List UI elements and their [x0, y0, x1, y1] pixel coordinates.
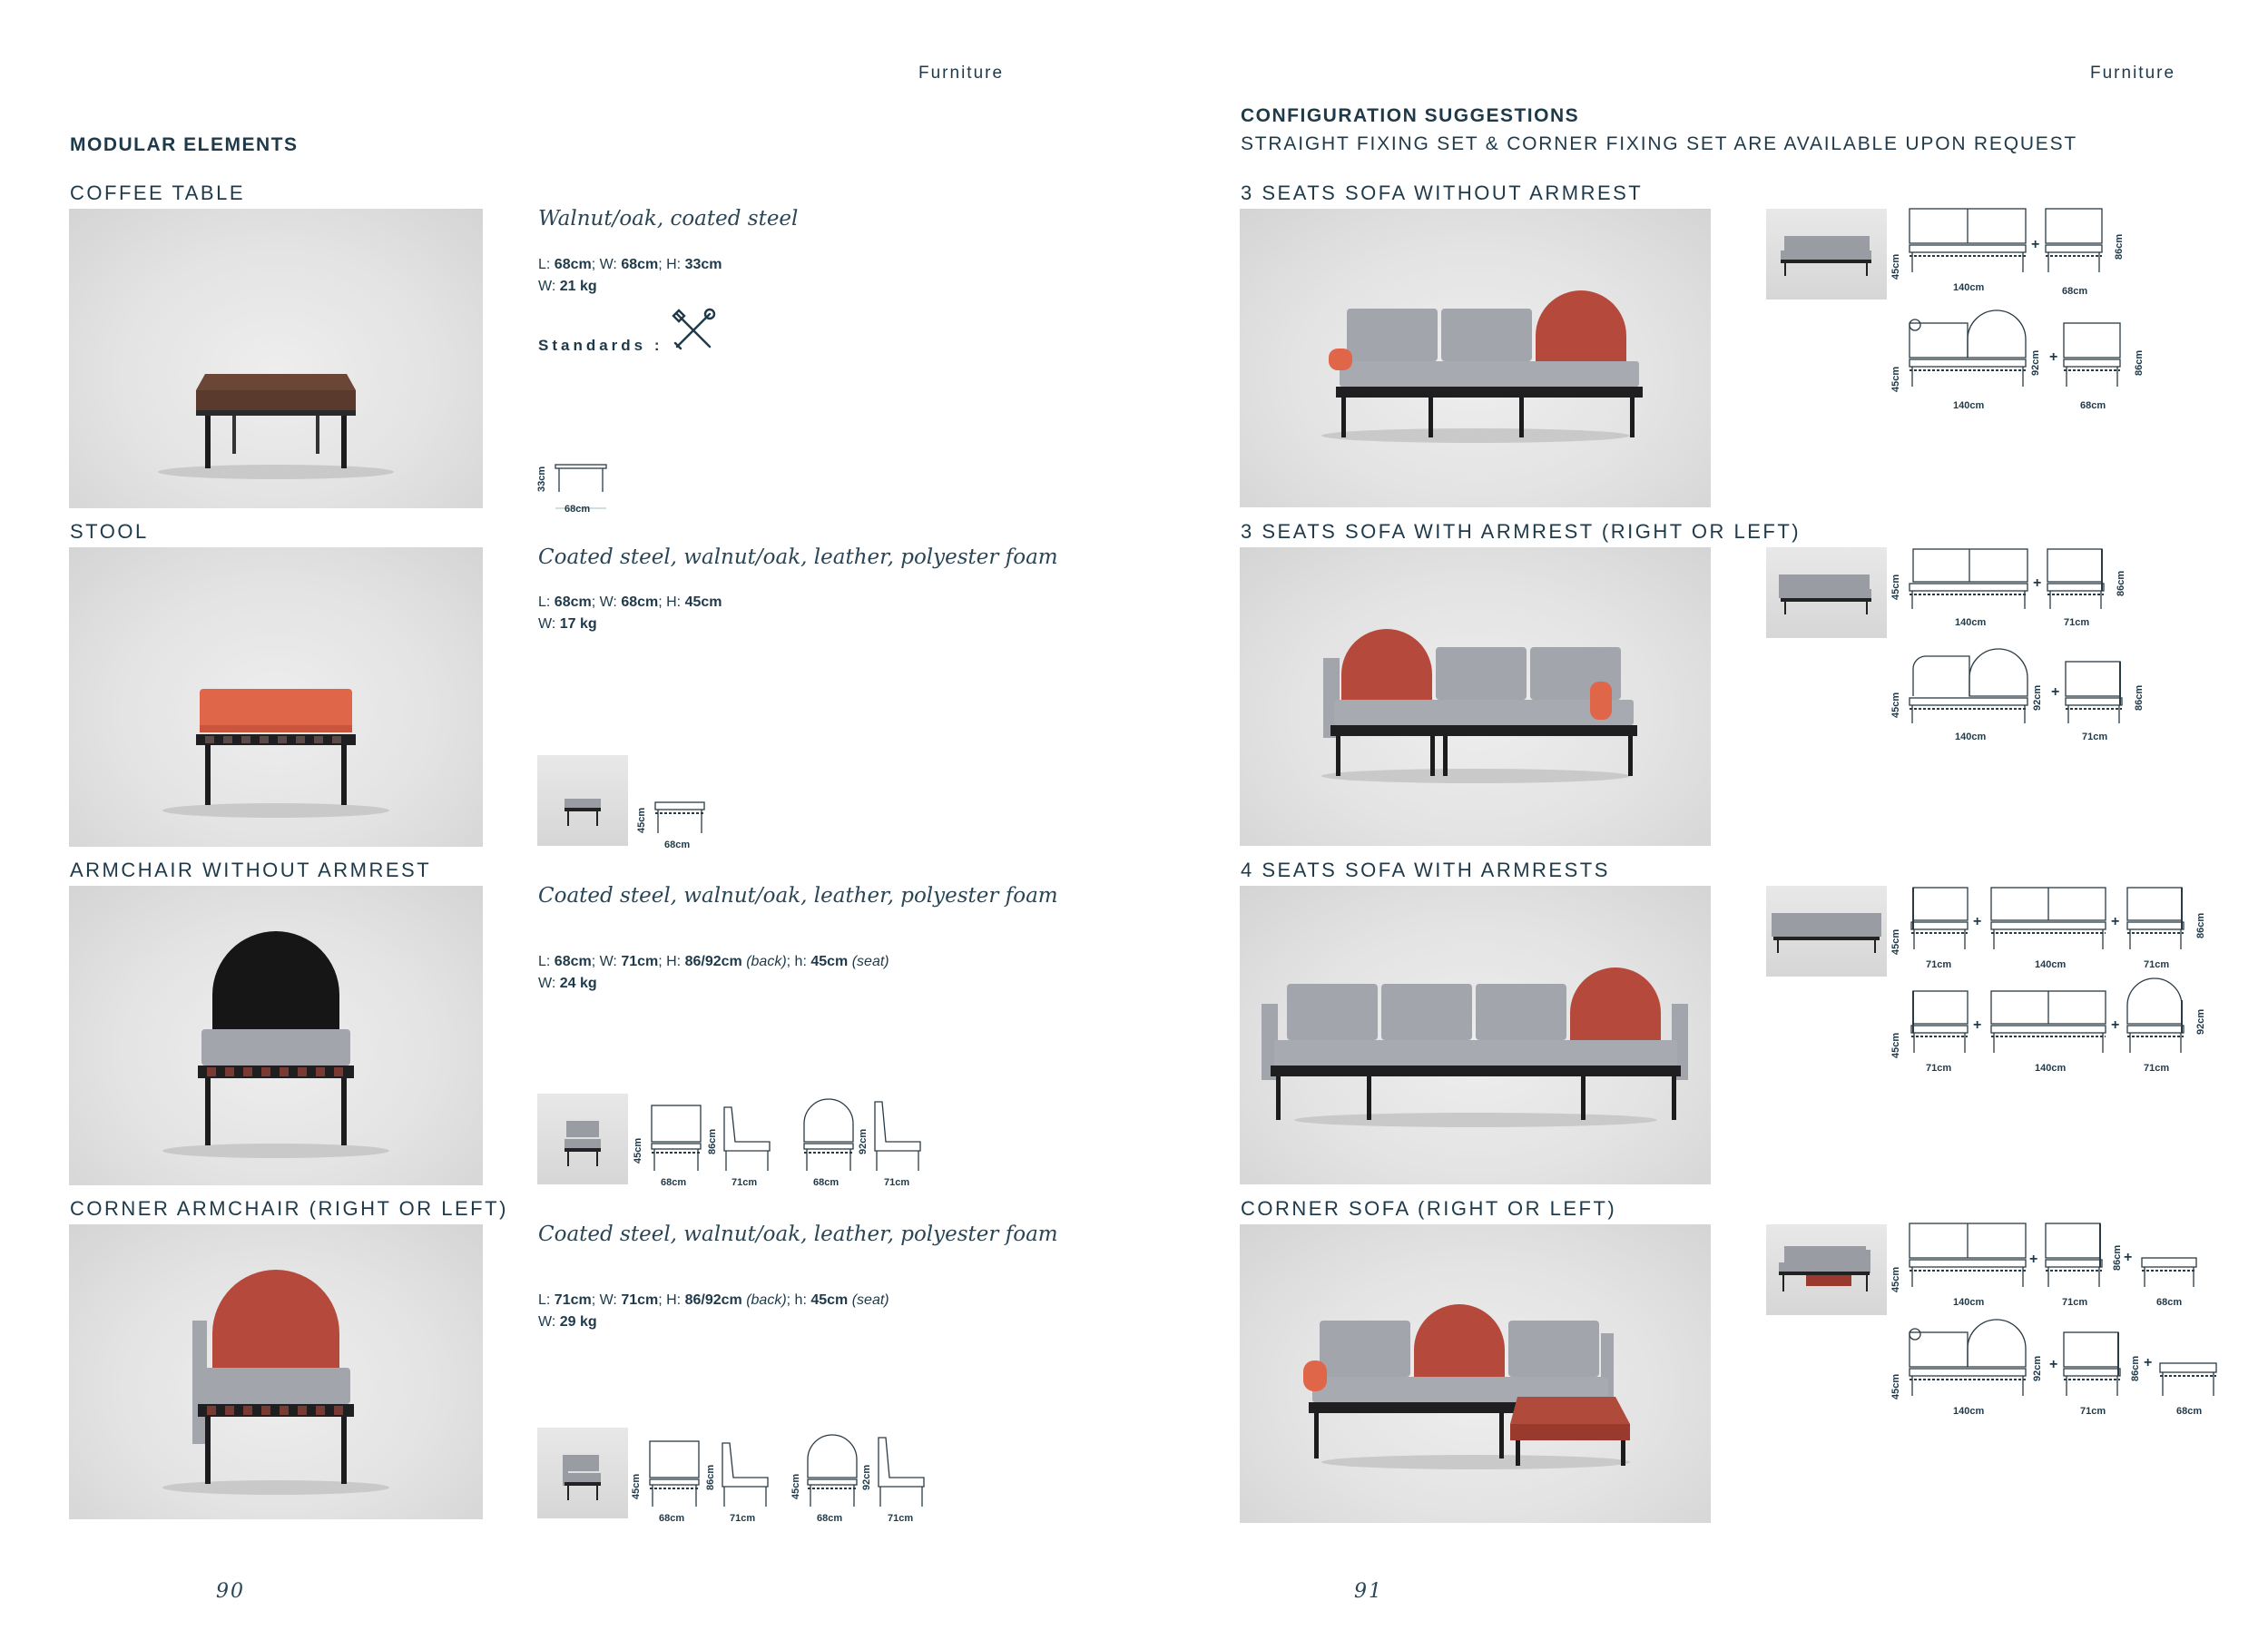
svg-text:140cm: 140cm [1953, 282, 1985, 293]
svg-text:+: + [1973, 914, 1982, 929]
config-thumb-3 [1766, 886, 1887, 977]
svg-text:71cm: 71cm [2064, 617, 2090, 628]
svg-text:92cm: 92cm [2032, 1355, 2043, 1381]
svg-text:68cm: 68cm [661, 1177, 687, 1188]
stool-material: Coated steel, walnut/oak, leather, polyester foam [538, 545, 1058, 569]
svg-text:68cm: 68cm [2062, 286, 2088, 297]
svg-text:86cm: 86cm [2114, 233, 2125, 260]
svg-text:+: + [2029, 1252, 2038, 1267]
svg-text:140cm: 140cm [1955, 732, 1987, 742]
config-thumb-2 [1766, 547, 1887, 638]
svg-text:86cm: 86cm [2134, 684, 2145, 711]
svg-text:68cm: 68cm [2176, 1406, 2203, 1417]
stool-thumbnail [537, 755, 628, 846]
svg-text:68cm: 68cm [813, 1177, 839, 1188]
svg-text:+: + [2051, 684, 2060, 700]
coffee-table-photo [69, 209, 483, 508]
svg-text:86cm: 86cm [2195, 912, 2206, 938]
svg-text:71cm: 71cm [884, 1177, 910, 1188]
svg-text:+: + [2033, 575, 2042, 591]
svg-text:71cm: 71cm [1926, 959, 1952, 970]
svg-text:68cm: 68cm [664, 840, 691, 850]
armchair-thumbnail [537, 1094, 628, 1184]
page-number-left: 90 [216, 1580, 245, 1603]
svg-text:68cm: 68cm [659, 1513, 685, 1524]
item-title-coffee-table: COFFEE TABLE [70, 182, 246, 204]
svg-text:86cm: 86cm [2134, 349, 2145, 376]
stool-diagram [633, 791, 715, 854]
svg-text:71cm: 71cm [730, 1513, 756, 1524]
config-diagrams-4 [1890, 1222, 2234, 1435]
section-title-right: CONFIGURATION SUGGESTIONS [1241, 105, 1580, 126]
corner-armchair-photo [69, 1224, 483, 1519]
svg-text:140cm: 140cm [2035, 1063, 2067, 1074]
svg-text:+: + [2049, 1357, 2058, 1372]
tools-icon [670, 307, 717, 358]
running-head-left: Furniture [918, 64, 1005, 83]
svg-text:86cm: 86cm [2112, 1244, 2123, 1271]
config-title-3-seats-armrest: 3 SEATS SOFA WITH ARMREST (RIGHT OR LEFT) [1241, 520, 1802, 543]
svg-text:71cm: 71cm [731, 1177, 758, 1188]
svg-text:68cm: 68cm [2080, 400, 2106, 411]
svg-text:+: + [2031, 237, 2040, 252]
section-title-left: MODULAR ELEMENTS [70, 134, 299, 155]
coffee-table-diagram [535, 463, 617, 518]
armchair-material: Coated steel, walnut/oak, leather, polyester foam [538, 884, 1058, 908]
svg-text:71cm: 71cm [2080, 1406, 2106, 1417]
svg-text:86cm: 86cm [707, 1128, 718, 1154]
config-diagrams-1 [1890, 207, 2162, 420]
svg-text:45cm: 45cm [790, 1473, 801, 1499]
svg-text:45cm: 45cm [1890, 574, 1901, 600]
item-title-corner-armchair: CORNER ARMCHAIR (RIGHT OR LEFT) [70, 1197, 508, 1220]
svg-text:+: + [2049, 349, 2058, 365]
config-photo-4-seats [1240, 886, 1711, 1184]
svg-text:45cm: 45cm [636, 807, 647, 833]
stool-photo [69, 547, 483, 847]
svg-text:71cm: 71cm [1926, 1063, 1952, 1074]
svg-text:45cm: 45cm [1890, 366, 1901, 392]
svg-text:+: + [2124, 1250, 2133, 1265]
config-title-3-seats-no-armrest: 3 SEATS SOFA WITHOUT ARMREST [1241, 182, 1644, 204]
svg-text:68cm: 68cm [2156, 1297, 2183, 1308]
svg-text:92cm: 92cm [2195, 1008, 2206, 1035]
svg-text:+: + [2111, 1017, 2120, 1033]
svg-text:92cm: 92cm [2032, 684, 2043, 711]
running-head-right: Furniture [2090, 64, 2176, 83]
corner-armchair-material: Coated steel, walnut/oak, leather, polyester foam [538, 1223, 1058, 1246]
corner-armchair-thumbnail [537, 1428, 628, 1518]
config-diagrams-3 [1890, 884, 2216, 1097]
coffee-table-dimensions: L: 68cm; W: 68cm; H: 33cm W: 21 kg [538, 257, 722, 294]
svg-text:92cm: 92cm [858, 1128, 869, 1154]
svg-text:86cm: 86cm [2130, 1355, 2141, 1381]
diagram-width-label: 68cm [565, 504, 591, 514]
svg-text:45cm: 45cm [631, 1473, 642, 1499]
corner-armchair-dimensions: L: 71cm; W: 71cm; H: 86/92cm (back); h: 45cm (seat) W: 29 kg [538, 1292, 889, 1330]
svg-text:71cm: 71cm [888, 1513, 914, 1524]
svg-text:140cm: 140cm [1953, 1406, 1985, 1417]
config-title-corner-sofa: CORNER SOFA (RIGHT OR LEFT) [1241, 1197, 1617, 1220]
svg-text:+: + [1973, 1017, 1982, 1033]
config-photo-3-seats-no-armrest [1240, 209, 1711, 507]
svg-text:140cm: 140cm [1953, 1297, 1985, 1308]
svg-text:68cm: 68cm [817, 1513, 843, 1524]
svg-text:45cm: 45cm [1890, 1266, 1901, 1292]
config-thumb-4 [1766, 1224, 1887, 1315]
config-photo-corner-sofa [1240, 1224, 1711, 1523]
diagram-height-label: 33cm [536, 466, 547, 492]
svg-text:86cm: 86cm [2116, 570, 2126, 596]
coffee-table-material: Walnut/oak, coated steel [538, 207, 799, 231]
svg-text:45cm: 45cm [1890, 1373, 1901, 1400]
svg-text:140cm: 140cm [1953, 400, 1985, 411]
standards-label: Standards : [538, 337, 663, 354]
config-title-4-seats: 4 SEATS SOFA WITH ARMRESTS [1241, 859, 1610, 881]
svg-text:92cm: 92cm [2030, 349, 2041, 376]
svg-text:45cm: 45cm [1890, 1032, 1901, 1058]
svg-text:71cm: 71cm [2082, 732, 2108, 742]
svg-text:45cm: 45cm [1890, 253, 1901, 280]
armchair-photo [69, 886, 483, 1185]
corner-armchair-diagrams [630, 1434, 947, 1529]
armchair-diagrams [632, 1098, 940, 1193]
svg-text:140cm: 140cm [1955, 617, 1987, 628]
svg-text:45cm: 45cm [1890, 928, 1901, 955]
stool-dimensions: L: 68cm; W: 68cm; H: 45cm W: 17 kg [538, 594, 722, 632]
svg-text:140cm: 140cm [2035, 959, 2067, 970]
item-title-stool: STOOL [70, 520, 149, 543]
svg-text:+: + [2111, 914, 2120, 929]
svg-text:71cm: 71cm [2144, 959, 2170, 970]
svg-text:92cm: 92cm [861, 1464, 872, 1490]
svg-text:45cm: 45cm [633, 1137, 643, 1164]
item-title-armchair: ARMCHAIR WITHOUT ARMREST [70, 859, 432, 881]
config-diagrams-2 [1890, 545, 2162, 759]
armchair-dimensions: L: 68cm; W: 71cm; H: 86/92cm (back); h: 45cm (seat) W: 24 kg [538, 954, 889, 991]
svg-text:+: + [2144, 1355, 2153, 1370]
config-photo-3-seats-armrest [1240, 547, 1711, 846]
page-number-right: 91 [1354, 1580, 1383, 1603]
svg-text:86cm: 86cm [705, 1464, 716, 1490]
svg-text:45cm: 45cm [1890, 692, 1901, 718]
svg-text:71cm: 71cm [2062, 1297, 2088, 1308]
section-subtitle-right: STRAIGHT FIXING SET & CORNER FIXING SET ARE AVAILABLE UPON REQUEST [1241, 133, 2078, 154]
config-thumb-1 [1766, 209, 1887, 300]
svg-text:71cm: 71cm [2144, 1063, 2170, 1074]
